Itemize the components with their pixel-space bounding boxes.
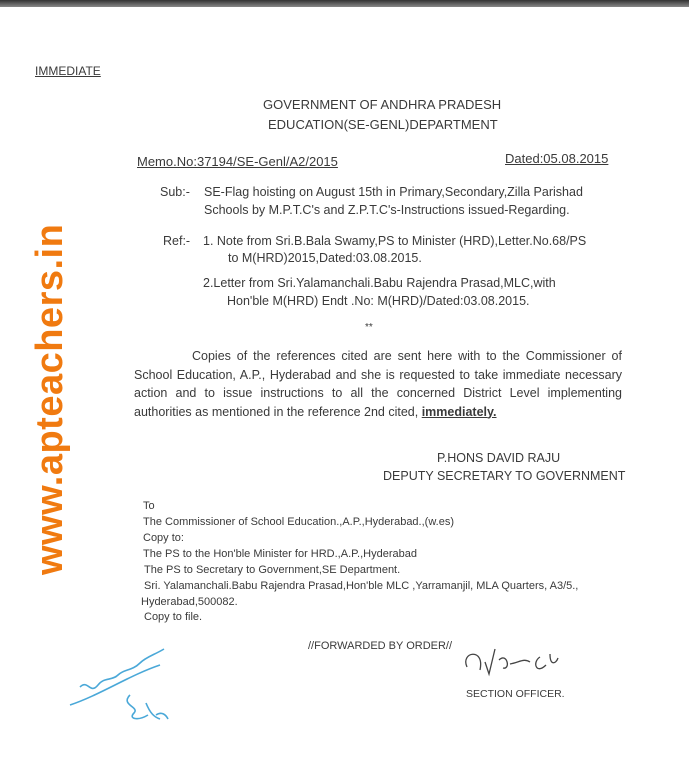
header-govt: GOVERNMENT OF ANDHRA PRADESH: [263, 97, 502, 112]
signature-handwritten-initials: [60, 645, 200, 740]
copy-item: Hyderabad,500082.: [141, 596, 238, 608]
subject-line-1: SE-Flag hoisting on August 15th in Primary,Secondary,Zilla Parishad: [204, 185, 583, 199]
watermark: www.apteachers.in: [29, 223, 71, 575]
copy-item: The PS to Secretary to Government,SE Department.: [144, 564, 401, 576]
forwarded-by-order: //FORWARDED BY ORDER//: [308, 640, 453, 652]
scan-border: [0, 0, 689, 7]
memo-number: Memo.No:37194/SE-Genl/A2/2015: [137, 154, 338, 169]
subject-line-2: Schools by M.P.T.C's and Z.P.T.C's-Instructions issued-Regarding.: [204, 203, 570, 217]
urgency-label: IMMEDIATE: [35, 64, 101, 78]
body-emphasis: immediately.: [421, 404, 497, 419]
ref-2-line-2: Hon'ble M(HRD) Endt .No: M(HRD)/Dated:03.08.2015.: [227, 294, 530, 308]
body-text: Copies of the references cited are sent here with to the Commissioner of School Education, A.P., Hyderabad and she is requested to take immediate necessary action and to issue instructions to all the concerned District Level implementing authorities as mentioned in the reference 2nd cited,: [134, 349, 622, 419]
to-label: To: [143, 500, 155, 512]
memo-date: Dated:05.08.2015: [505, 151, 609, 166]
section-officer-label: SECTION OFFICER.: [466, 688, 565, 700]
ref-1-line-2: to M(HRD)2015,Dated:03.08.2015.: [228, 251, 422, 265]
subject-label: Sub:-: [160, 185, 190, 199]
ref-label: Ref:-: [163, 234, 191, 248]
ref-2-line-1: 2.Letter from Sri.Yalamanchali.Babu Rajendra Prasad,MLC,with: [203, 276, 556, 290]
ref-1-line-1: 1. Note from Sri.B.Bala Swamy,PS to Minister (HRD),Letter.No.68/PS: [203, 234, 587, 248]
copy-label: Copy to:: [143, 532, 184, 544]
body-paragraph: [134, 347, 622, 421]
to-addressee: The Commissioner of School Education.,A.P.,Hyderabad.,(w.es): [143, 516, 455, 528]
copy-item: The PS to the Hon'ble Minister for HRD.,A.P.,Hyderabad: [143, 548, 417, 560]
header-dept: EDUCATION(SE-GENL)DEPARTMENT: [268, 117, 498, 132]
copy-item: Sri. Yalamanchali.Babu Rajendra Prasad,Hon'ble MLC ,Yarramanjil, MLA Quarters, A3/5.,: [144, 580, 579, 592]
copy-item: Copy to file.: [144, 611, 203, 623]
signature-section-officer: [455, 632, 595, 684]
signatory-title: DEPUTY SECRETARY TO GOVERNMENT: [383, 469, 626, 483]
signatory-name: P.HONS DAVID RAJU: [437, 451, 561, 465]
separator: **: [365, 322, 373, 333]
